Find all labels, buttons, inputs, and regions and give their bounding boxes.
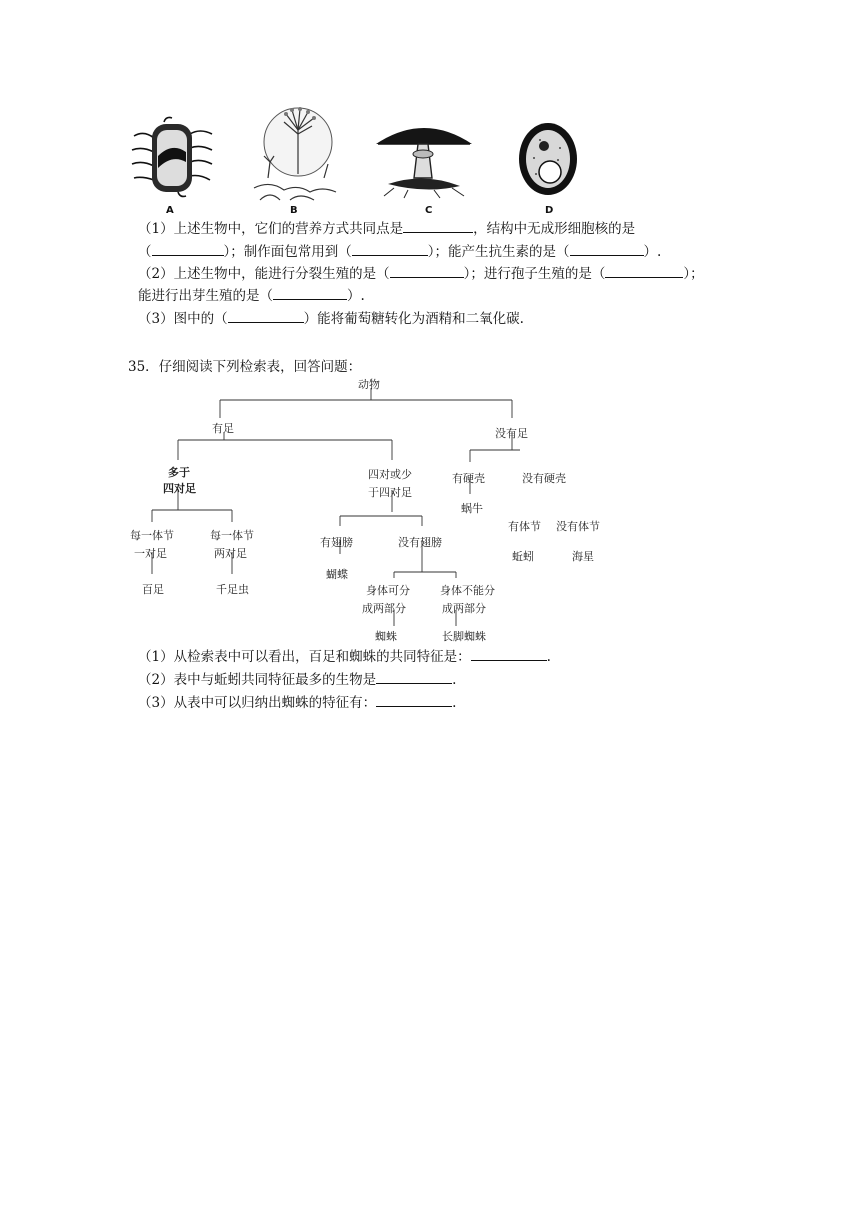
node-harvestman: 长脚蜘蛛 bbox=[442, 630, 486, 643]
q35-answer-2: （2）表中与蚯蚓共同特征最多的生物是 . bbox=[138, 672, 457, 688]
node-two-pair-line2: 两对足 bbox=[214, 547, 247, 560]
node-spider: 蜘蛛 bbox=[375, 630, 397, 643]
node-no-wings: 没有翅膀 bbox=[398, 536, 442, 549]
answer-blank[interactable] bbox=[376, 694, 452, 707]
q34-line-2: （ ）；制作面包常用到（ ）；能产生抗生素的是（ ）. bbox=[138, 244, 662, 260]
q35-title: 35．仔细阅读下列检索表，回答问题： bbox=[128, 359, 362, 375]
node-centipede: 百足 bbox=[142, 583, 164, 596]
node-has-feet: 有足 bbox=[212, 422, 234, 435]
q34-line-3: （2）上述生物中，能进行分裂生殖的是（ ）；进行孢子生殖的是（ ）； bbox=[138, 266, 704, 282]
node-shell: 有硬壳 bbox=[452, 472, 485, 485]
node-le-4-line2: 于四对足 bbox=[368, 486, 412, 499]
node-not-two-line2: 成两部分 bbox=[442, 602, 486, 615]
node-snail: 蜗牛 bbox=[461, 502, 483, 515]
figure-label-c: C bbox=[425, 205, 433, 216]
node-wings: 有翅膀 bbox=[320, 536, 353, 549]
node-one-pair-line2: 一对足 bbox=[134, 547, 167, 560]
node-two-parts-line2: 成两部分 bbox=[362, 602, 406, 615]
node-no-feet: 没有足 bbox=[495, 427, 528, 440]
figure-label-a: A bbox=[166, 205, 174, 216]
answer-blank[interactable] bbox=[471, 648, 547, 661]
node-root: 动物 bbox=[358, 378, 380, 391]
figure-label-d: D bbox=[545, 205, 554, 216]
node-earthworm: 蚯蚓 bbox=[512, 550, 534, 563]
node-le-4-line1: 四对或少 bbox=[368, 468, 412, 481]
node-starfish: 海星 bbox=[572, 550, 594, 563]
q35-answer-3: （3）从表中可以归纳出蜘蛛的特征有： . bbox=[138, 695, 457, 711]
q34-line-5: （3）图中的（ ）能将葡萄糖转化为酒精和二氧化碳. bbox=[138, 311, 524, 327]
node-one-pair-line1: 每一体节 bbox=[130, 529, 174, 542]
q34-line-4: 能进行出芽生殖的是（ ）. bbox=[138, 288, 365, 304]
q34-line-1: （1）上述生物中，它们的营养方式共同点是 ，结构中无成形细胞核的是 bbox=[138, 221, 636, 237]
node-two-pair-line1: 每一体节 bbox=[210, 529, 254, 542]
q35-answer-1: （1）从检索表中可以看出，百足和蜘蛛的共同特征是： . bbox=[138, 649, 551, 665]
figure-label-b: B bbox=[290, 205, 298, 216]
node-no-shell: 没有硬壳 bbox=[522, 472, 566, 485]
node-more-4-line1: 多于 bbox=[168, 466, 190, 479]
node-segments: 有体节 bbox=[508, 520, 541, 533]
node-no-segments: 没有体节 bbox=[556, 520, 600, 533]
node-more-4-line2: 四对足 bbox=[163, 482, 196, 495]
node-butterfly: 蝴蝶 bbox=[326, 568, 348, 581]
node-millipede: 千足虫 bbox=[216, 583, 249, 596]
node-not-two-line1: 身体不能分 bbox=[440, 584, 495, 597]
node-two-parts-line1: 身体可分 bbox=[366, 584, 410, 597]
answer-blank[interactable] bbox=[376, 671, 452, 684]
